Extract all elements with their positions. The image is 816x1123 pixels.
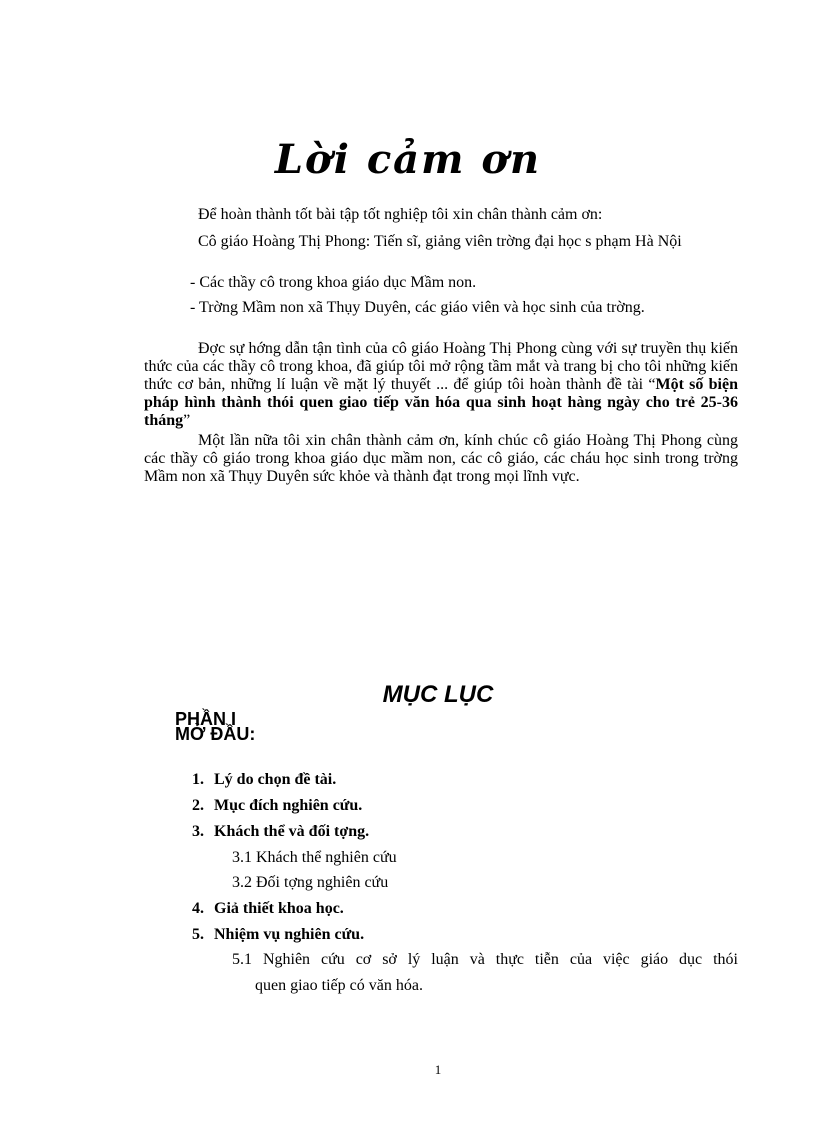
toc-item-label: Giả thiết khoa học. <box>214 900 344 917</box>
toc-item-number: 3. <box>192 823 204 840</box>
part-label-line2: MỞ ĐẦU: <box>175 724 256 744</box>
part-label <box>175 709 256 744</box>
page-number: 1 <box>434 1062 442 1077</box>
toc-item-label: Mục đích nghiên cứu. <box>214 797 363 814</box>
toc-item-label: Lý do chọn đề tài. <box>214 771 337 788</box>
toc-item <box>192 797 362 815</box>
toc-item <box>192 823 369 841</box>
thesis-topic: Một số biện pháp hình thành thói quen giao tiếp văn hóa qua sinh hoạt hàng ngày cho trẻ 25-36 tháng <box>144 376 739 429</box>
ack-paragraph-5 <box>144 340 738 430</box>
toc-item-number: 2. <box>192 797 204 814</box>
toc-item-label: Nhiệm vụ nghiên cứu. <box>214 926 365 943</box>
part-label-line1: PHẦN I <box>175 709 237 729</box>
toc-item-number: 1. <box>192 771 204 788</box>
toc-item <box>192 900 344 918</box>
toc-item <box>192 926 364 944</box>
ack-paragraph-3: - Các thầy cô trong khoa giáo dục Mầm non. <box>190 274 477 291</box>
toc-subitem: 3.2 Đối tợng nghiên cứu <box>232 874 389 891</box>
page-heading: Lời cảm ơn <box>274 136 542 183</box>
ack-paragraph-1: Để hoàn thành tốt bài tập tốt nghiệp tôi xin chân thành cảm ơn: <box>198 206 603 223</box>
ack-paragraph-5-close-quote: ” <box>183 412 191 429</box>
toc-item-number: 4. <box>192 900 204 917</box>
toc-subitem: 3.1 Khách thể nghiên cứu <box>232 849 397 866</box>
toc-item <box>192 771 336 789</box>
toc-subitem-line2: quen giao tiếp có văn hóa. <box>255 977 423 994</box>
ack-paragraph-6: Một lần nữa tôi xin chân thành cảm ơn, kính chúc cô giáo Hoàng Thị Phong cùng các thầy cô giáo trong khoa giáo dục mầm non, các cô giáo, các cháu học sinh trong trờng Mầm non xã Thụy Duyên sức khỏe và thành đạt trong mọi lĩnh vực. <box>144 432 738 485</box>
toc-subitem-line1: 5.1 Nghiên cứu cơ sở lý luận và thực tiễn của việc giáo dục thói <box>232 951 738 968</box>
ack-paragraph-2: Cô giáo Hoàng Thị Phong: Tiến sĩ, giảng viên trờng đại học s phạm Hà Nội <box>198 233 682 250</box>
ack-paragraph-4: - Trờng Mầm non xã Thụy Duyên, các giáo viên và học sinh của trờng. <box>190 299 645 316</box>
toc-title: MỤC LỤC <box>382 681 494 708</box>
ack-paragraph-5-text: Đợc sự hớng dẫn tận tình của cô giáo Hoàng Thị Phong cùng với sự truyền thụ kiến thức của các thầy cô trong khoa, đã giúp tôi mở rộng tầm mắt và trang bị cho tôi những kiến thức cơ bản, những lí luận về mặt lý thuyết ... để giúp tôi hoàn thành đề tài “ <box>144 340 738 393</box>
toc-item-label: Khách thể và đối tợng. <box>214 823 370 840</box>
toc-item-number: 5. <box>192 926 204 943</box>
